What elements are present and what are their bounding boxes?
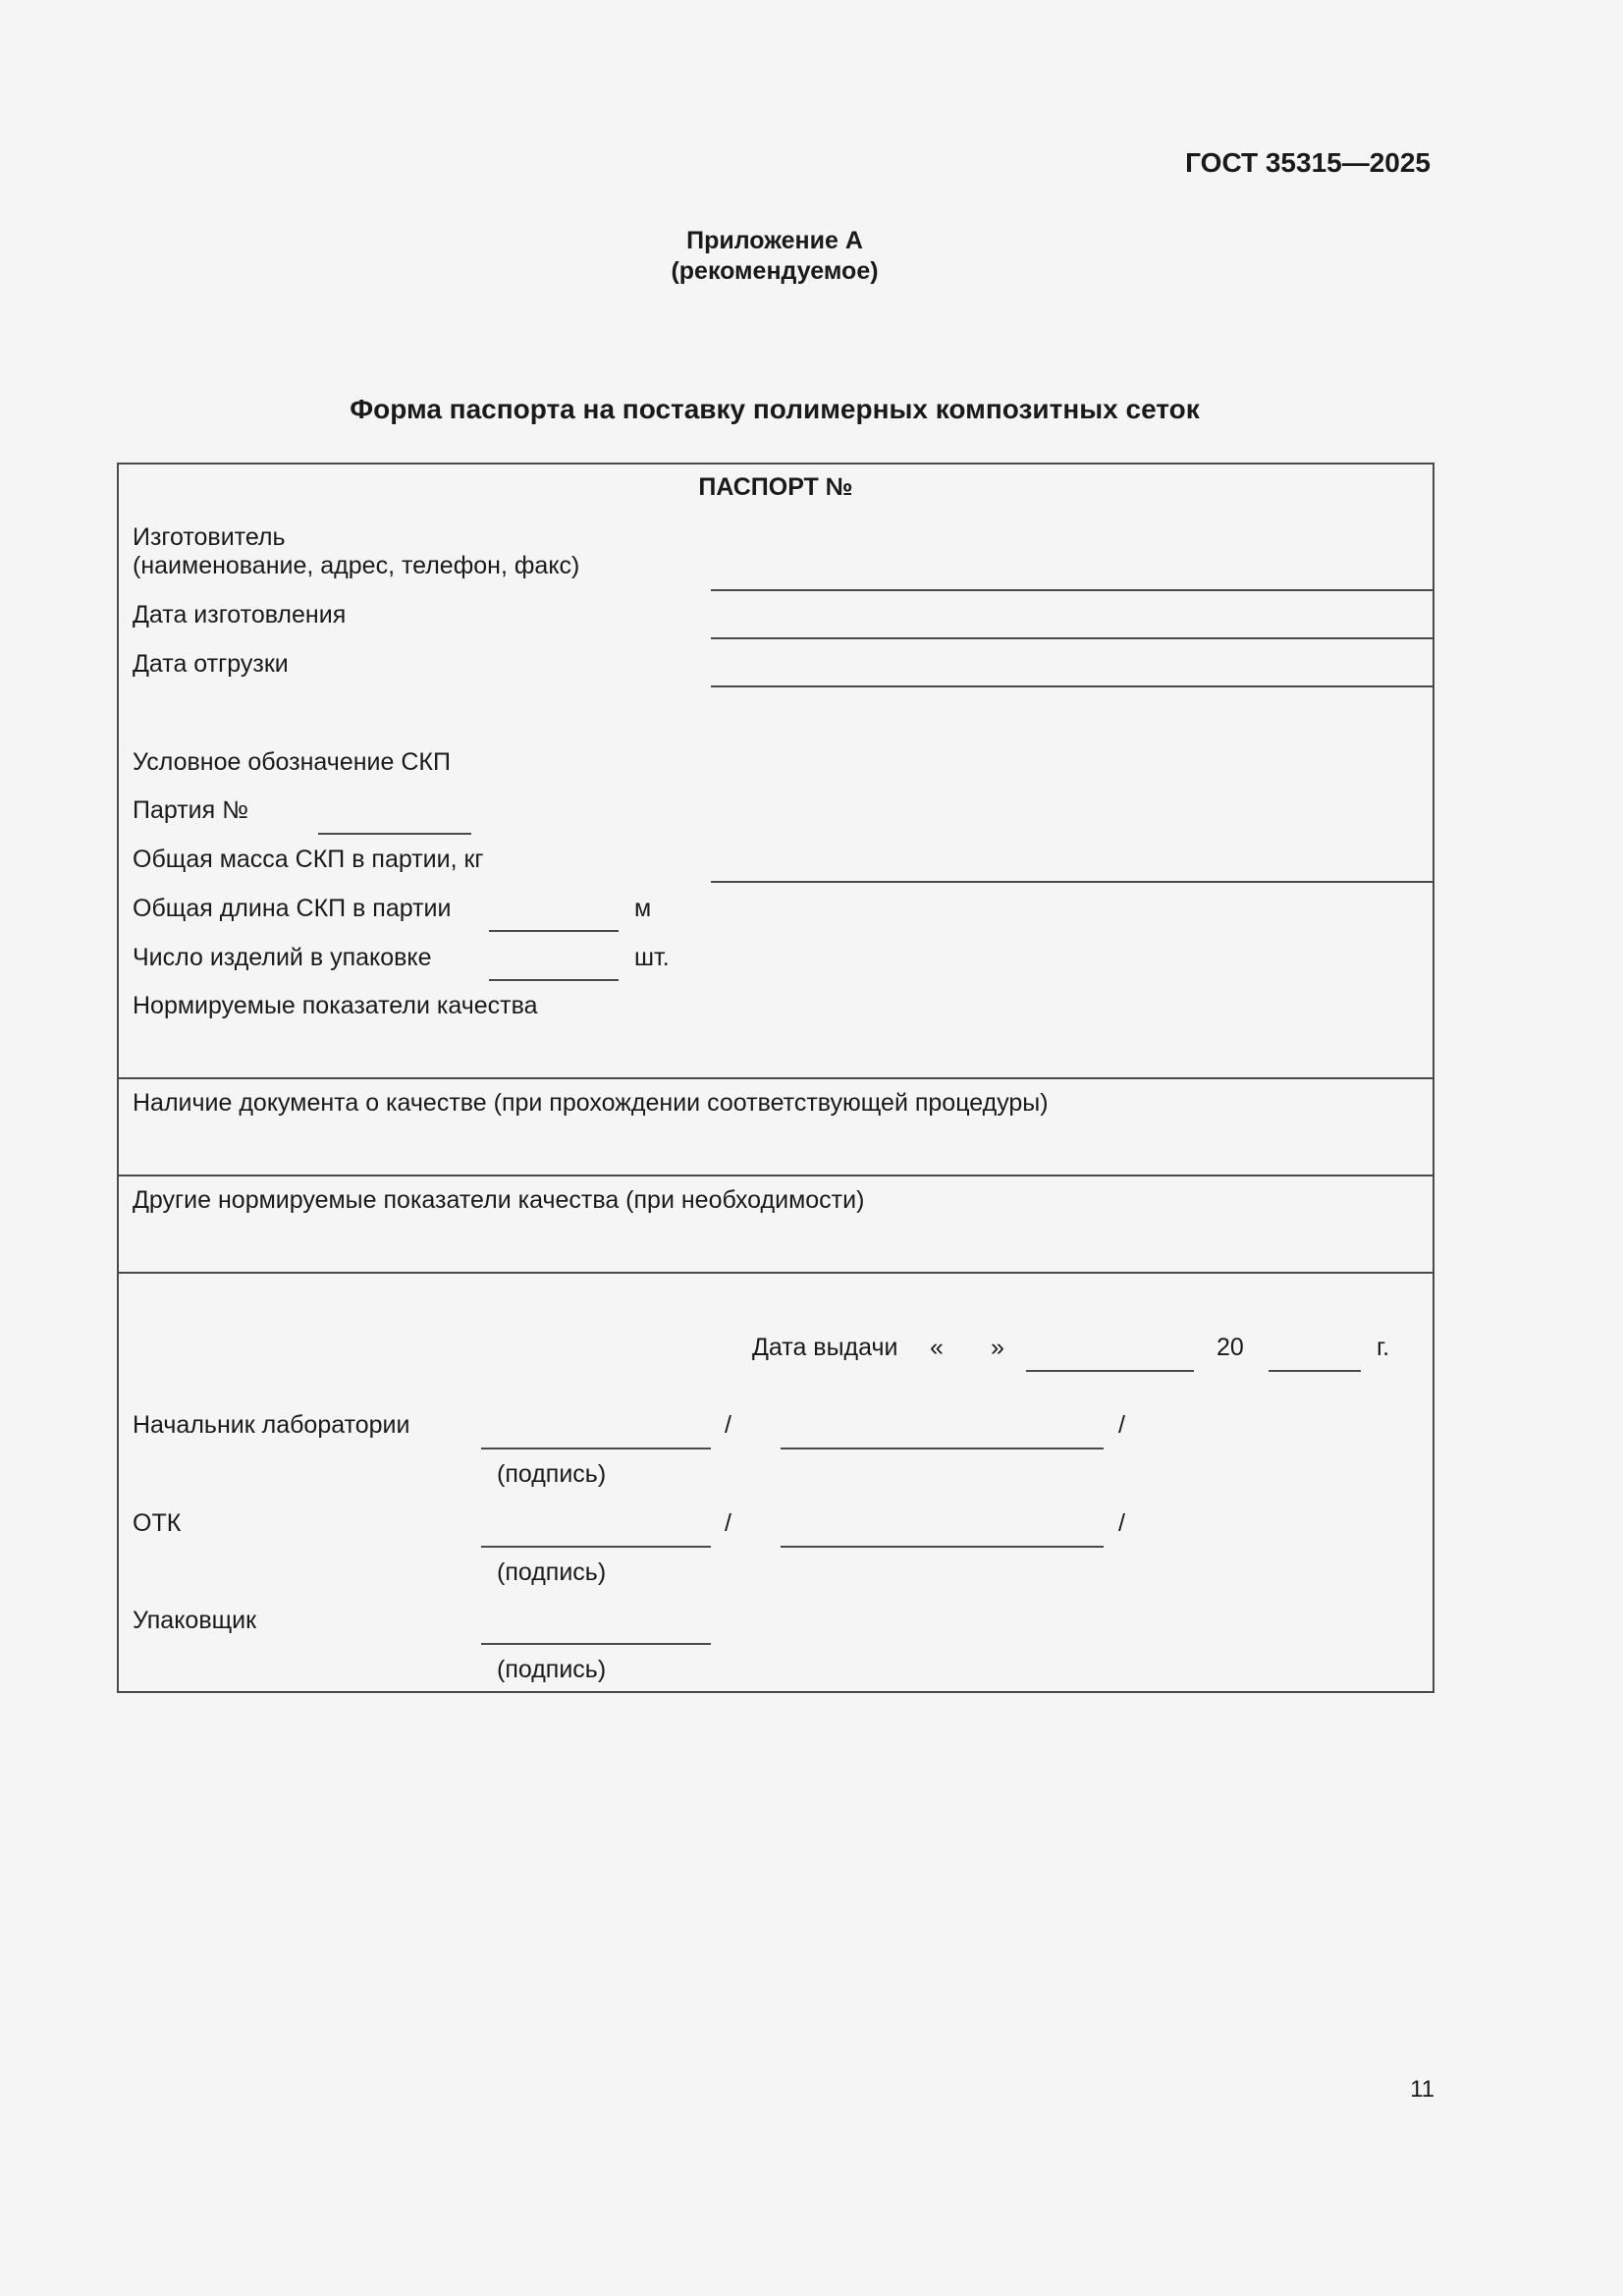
lab-head-name-field[interactable] [781,1448,1104,1449]
packer-label: Упаковщик [133,1607,257,1634]
page-number: 11 [1410,2076,1434,2103]
quality-doc-label: Наличие документа о качестве (при прохождении соответствующей процедуры) [133,1089,1049,1117]
manufacturer-hint: (наименование, адрес, телефон, факс) [133,552,580,579]
batch-field[interactable] [318,833,471,835]
manufacturer-field[interactable] [711,589,1434,591]
section-divider [117,1272,1434,1274]
manufacture-date-label: Дата изготовления [133,601,347,629]
quality-label: Нормируемые показатели качества [133,992,538,1019]
packer-signature-field[interactable] [481,1643,711,1645]
total-mass-label: Общая масса СКП в партии, кг [133,846,484,873]
signature-hint: (подпись) [497,1656,607,1683]
year-suffix: г. [1377,1334,1390,1361]
manufacturer-label: Изготовитель [133,523,286,551]
other-quality-label: Другие нормируемые показатели качества (при необходимости) [133,1186,865,1214]
items-per-pack-label: Число изделий в упаковке [133,944,432,971]
manufacture-date-field[interactable] [711,637,1434,639]
designation-label: Условное обозначение СКП [133,748,451,776]
appendix-title: Приложение А [686,227,863,254]
otk-signature-field[interactable] [481,1546,711,1548]
quote-close: » [991,1334,1004,1361]
total-mass-field[interactable] [711,881,1434,883]
total-length-field[interactable] [489,930,619,932]
lab-head-signature-field[interactable] [481,1448,711,1449]
issue-month-field[interactable] [1026,1370,1194,1372]
standard-number: ГОСТ 35315—2025 [1185,147,1431,178]
issue-date-label: Дата выдачи [752,1334,898,1361]
slash: / [1118,1411,1125,1439]
items-per-pack-field[interactable] [489,979,619,981]
otk-name-field[interactable] [781,1546,1104,1548]
appendix-subtitle: (рекомендуемое) [671,257,879,285]
issue-year-field[interactable] [1269,1370,1361,1372]
form-title: Форма паспорта на поставку полимерных композитных сеток [350,394,1200,424]
batch-label: Партия № [133,796,248,824]
slash: / [1118,1509,1125,1537]
lab-head-label: Начальник лаборатории [133,1411,410,1439]
slash: / [725,1411,731,1439]
total-length-label: Общая длина СКП в партии [133,895,452,922]
slash: / [725,1509,731,1537]
century-label: 20 [1217,1334,1244,1361]
otk-label: ОТК [133,1509,182,1537]
shipment-date-label: Дата отгрузки [133,650,289,678]
items-unit: шт. [634,944,670,971]
signature-hint: (подпись) [497,1558,607,1586]
section-divider [117,1077,1434,1079]
passport-heading: ПАСПОРТ № [698,473,853,501]
signature-hint: (подпись) [497,1460,607,1488]
shipment-date-field[interactable] [711,685,1434,687]
length-unit: м [634,895,652,922]
section-divider [117,1175,1434,1176]
quote-open: « [930,1334,944,1361]
